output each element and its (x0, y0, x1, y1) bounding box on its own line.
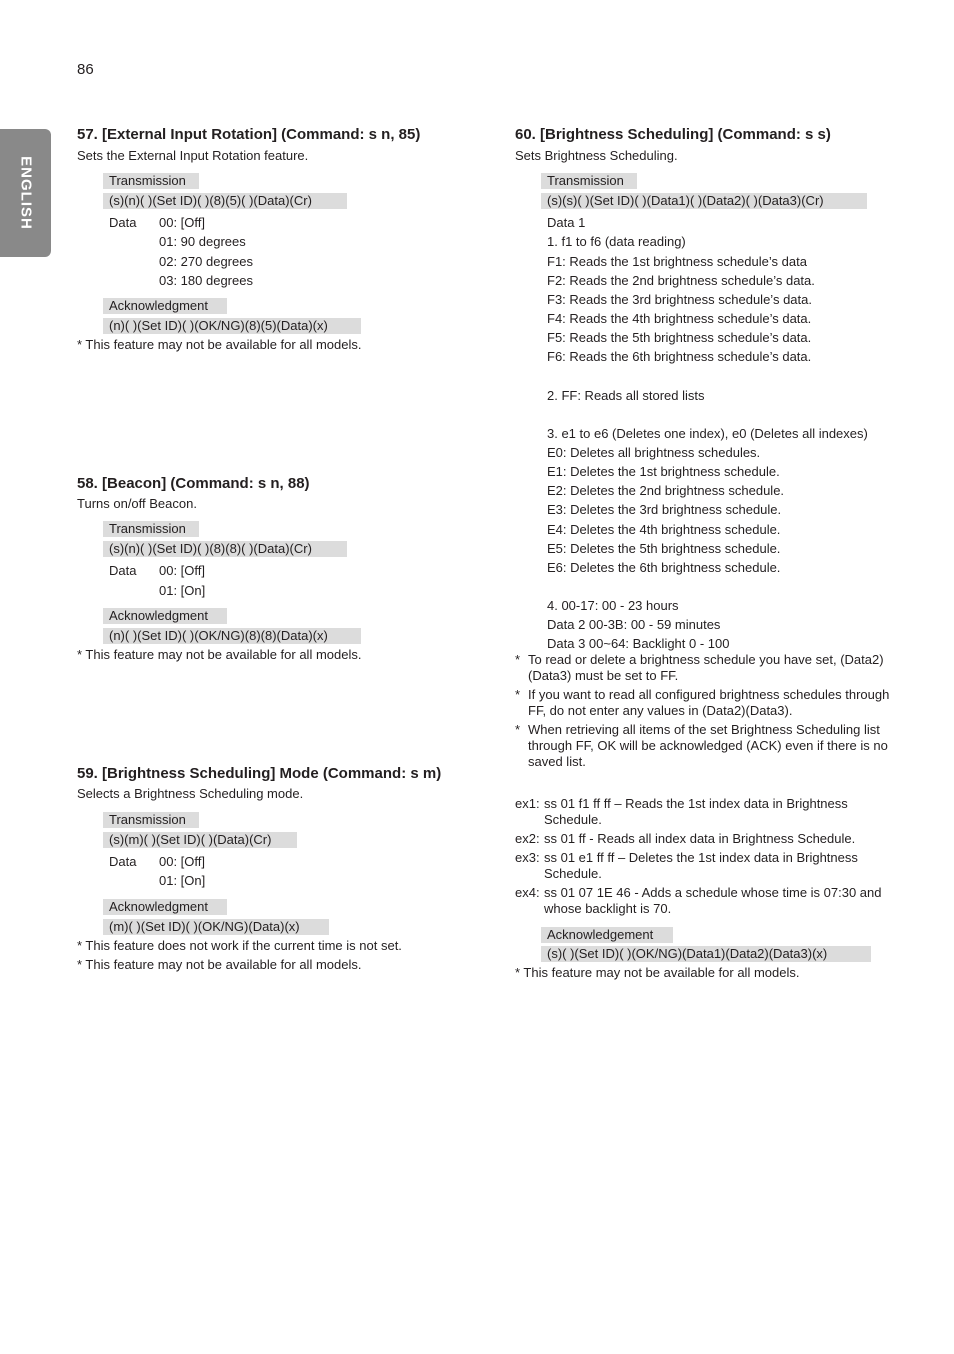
section-60-line: F1: Reads the 1st brightness schedule’s data (547, 254, 807, 269)
section-60-line: E1: Deletes the 1st brightness schedule. (547, 464, 780, 479)
section-57-value: 01: 90 degrees (159, 234, 246, 249)
example-text: ss 01 07 1E 46 - Adds a schedule whose time is 07:30 and whose backlight is 70. (544, 885, 882, 916)
section-57-transmission-label: Transmission (103, 173, 199, 189)
example-label: ex3: (515, 850, 540, 865)
example-text: ss 01 e1 ff ff – Deletes the 1st index data in Brightness Schedule. (544, 850, 858, 881)
example-label: ex2: (515, 831, 540, 846)
section-60-line: E4: Deletes the 4th brightness schedule. (547, 522, 781, 537)
section-60-line: F6: Reads the 6th brightness schedule’s data. (547, 349, 812, 364)
section-60-transmission-label: Transmission (541, 173, 637, 189)
section-57-value: 02: 270 degrees (159, 254, 253, 269)
section-60-note: When retrieving all items of the set Brightness Scheduling list through FF, OK will be acknowledged (ACK) even if there is no saved list. (528, 722, 888, 769)
section-60-line: 3. e1 to e6 (Deletes one index), e0 (Deletes all indexes) (547, 426, 868, 441)
section-60-line: E2: Deletes the 2nd brightness schedule. (547, 483, 785, 498)
section-57-note: * This feature may not be available for all models. (77, 337, 362, 352)
section-60-line: Data 1 (547, 215, 586, 230)
section-59-acknowledgment-code: (m)( )(Set ID)( )(OK/NG)(Data)(x) (103, 919, 329, 935)
section-60-line: Data 2 00-3B: 00 - 59 minutes (547, 617, 721, 632)
side-tab-label: ENGLISH (17, 156, 34, 230)
section-57-transmission-code: (s)(n)( )(Set ID)( )(8)(5)( )(Data)(Cr) (103, 193, 347, 209)
section-57-acknowledgment-code: (n)( )(Set ID)( )(OK/NG)(8)(5)(Data)(x) (103, 318, 361, 334)
section-58-description: Turns on/off Beacon. (77, 496, 197, 511)
section-60-line: E5: Deletes the 5th brightness schedule. (547, 541, 781, 556)
section-58-value: 01: [On] (159, 583, 206, 598)
section-58-data-label: Data (109, 563, 137, 578)
section-60-note: If you want to read all configured brightness schedules through FF, do not enter any values in (Data2)(Data3). (528, 687, 890, 718)
section-58-acknowledgment-label: Acknowledgment (103, 608, 227, 624)
section-60-note: To read or delete a brightness schedule you have set, (Data2) (Data3) must be set to FF. (528, 652, 884, 683)
section-58-note: * This feature may not be available for all models. (77, 647, 362, 662)
section-58-transmission-label: Transmission (103, 521, 199, 537)
section-60-acknowledgement-label: Acknowledgement (541, 927, 673, 943)
section-60-acknowledgement-code: (s)( )(Set ID)( )(OK/NG)(Data1)(Data2)(Data3)(x) (541, 946, 871, 962)
section-60-line: E3: Deletes the 3rd brightness schedule. (547, 502, 782, 517)
section-60-line: 1. f1 to f6 (data reading) (547, 234, 686, 249)
example-label: ex1: (515, 796, 540, 811)
section-60-line: 4. 00-17: 00 - 23 hours (547, 598, 679, 613)
section-60-line: F3: Reads the 3rd brightness schedule’s data. (547, 292, 812, 307)
section-60-transmission-code: (s)(s)( )(Set ID)( )(Data1)( )(Data2)( )(Data3)(Cr) (541, 193, 867, 209)
section-60-line: F2: Reads the 2nd brightness schedule’s data. (547, 273, 815, 288)
section-60-line: F4: Reads the 4th brightness schedule’s data. (547, 311, 812, 326)
page-number: 86 (77, 61, 94, 78)
section-60-line: E0: Deletes all brightness schedules. (547, 445, 761, 460)
section-60-line: F5: Reads the 5th brightness schedule’s data. (547, 330, 812, 345)
section-57-value: 03: 180 degrees (159, 273, 253, 288)
section-59-note: * This feature does not work if the current time is not set. (77, 938, 402, 953)
section-59-description: Selects a Brightness Scheduling mode. (77, 786, 304, 801)
section-60-line: 2. FF: Reads all stored lists (547, 388, 705, 403)
section-57-description: Sets the External Input Rotation feature. (77, 148, 309, 163)
section-60-title: 60. [Brightness Scheduling] (Command: s s) (515, 126, 831, 143)
section-59-title: 59. [Brightness Scheduling] Mode (Command: s m) (77, 765, 442, 782)
section-60-line: Data 3 00~64: Backlight 0 - 100 (547, 636, 730, 651)
section-59-value: 00: [Off] (159, 854, 206, 869)
note-asterisk: * (515, 652, 521, 667)
section-59-transmission-code: (s)(m)( )(Set ID)( )(Data)(Cr) (103, 832, 297, 848)
section-59-value: 01: [On] (159, 873, 206, 888)
language-side-tab (0, 129, 51, 257)
example-text: ss 01 f1 ff ff – Reads the 1st index data in Brightness Schedule. (544, 796, 848, 827)
section-57-title: 57. [External Input Rotation] (Command: s n, 85) (77, 126, 421, 143)
section-57-data-label: Data (109, 215, 137, 230)
section-60-description: Sets Brightness Scheduling. (515, 148, 678, 163)
section-58-value: 00: [Off] (159, 563, 206, 578)
section-60-line: E6: Deletes the 6th brightness schedule. (547, 560, 781, 575)
example-label: ex4: (515, 885, 540, 900)
note-asterisk: * (515, 687, 521, 702)
example-text: ss 01 ff - Reads all index data in Brightness Schedule. (544, 831, 856, 846)
section-59-data-label: Data (109, 854, 137, 869)
section-57-value: 00: [Off] (159, 215, 206, 230)
section-58-acknowledgment-code: (n)( )(Set ID)( )(OK/NG)(8)(8)(Data)(x) (103, 628, 361, 644)
section-60-final-note: * This feature may not be available for all models. (515, 965, 800, 980)
section-59-acknowledgment-label: Acknowledgment (103, 899, 227, 915)
note-asterisk: * (515, 722, 521, 737)
section-59-transmission-label: Transmission (103, 812, 199, 828)
section-57-acknowledgment-label: Acknowledgment (103, 298, 227, 314)
section-59-note: * This feature may not be available for all models. (77, 957, 362, 972)
section-58-title: 58. [Beacon] (Command: s n, 88) (77, 475, 310, 492)
section-58-transmission-code: (s)(n)( )(Set ID)( )(8)(8)( )(Data)(Cr) (103, 541, 347, 557)
